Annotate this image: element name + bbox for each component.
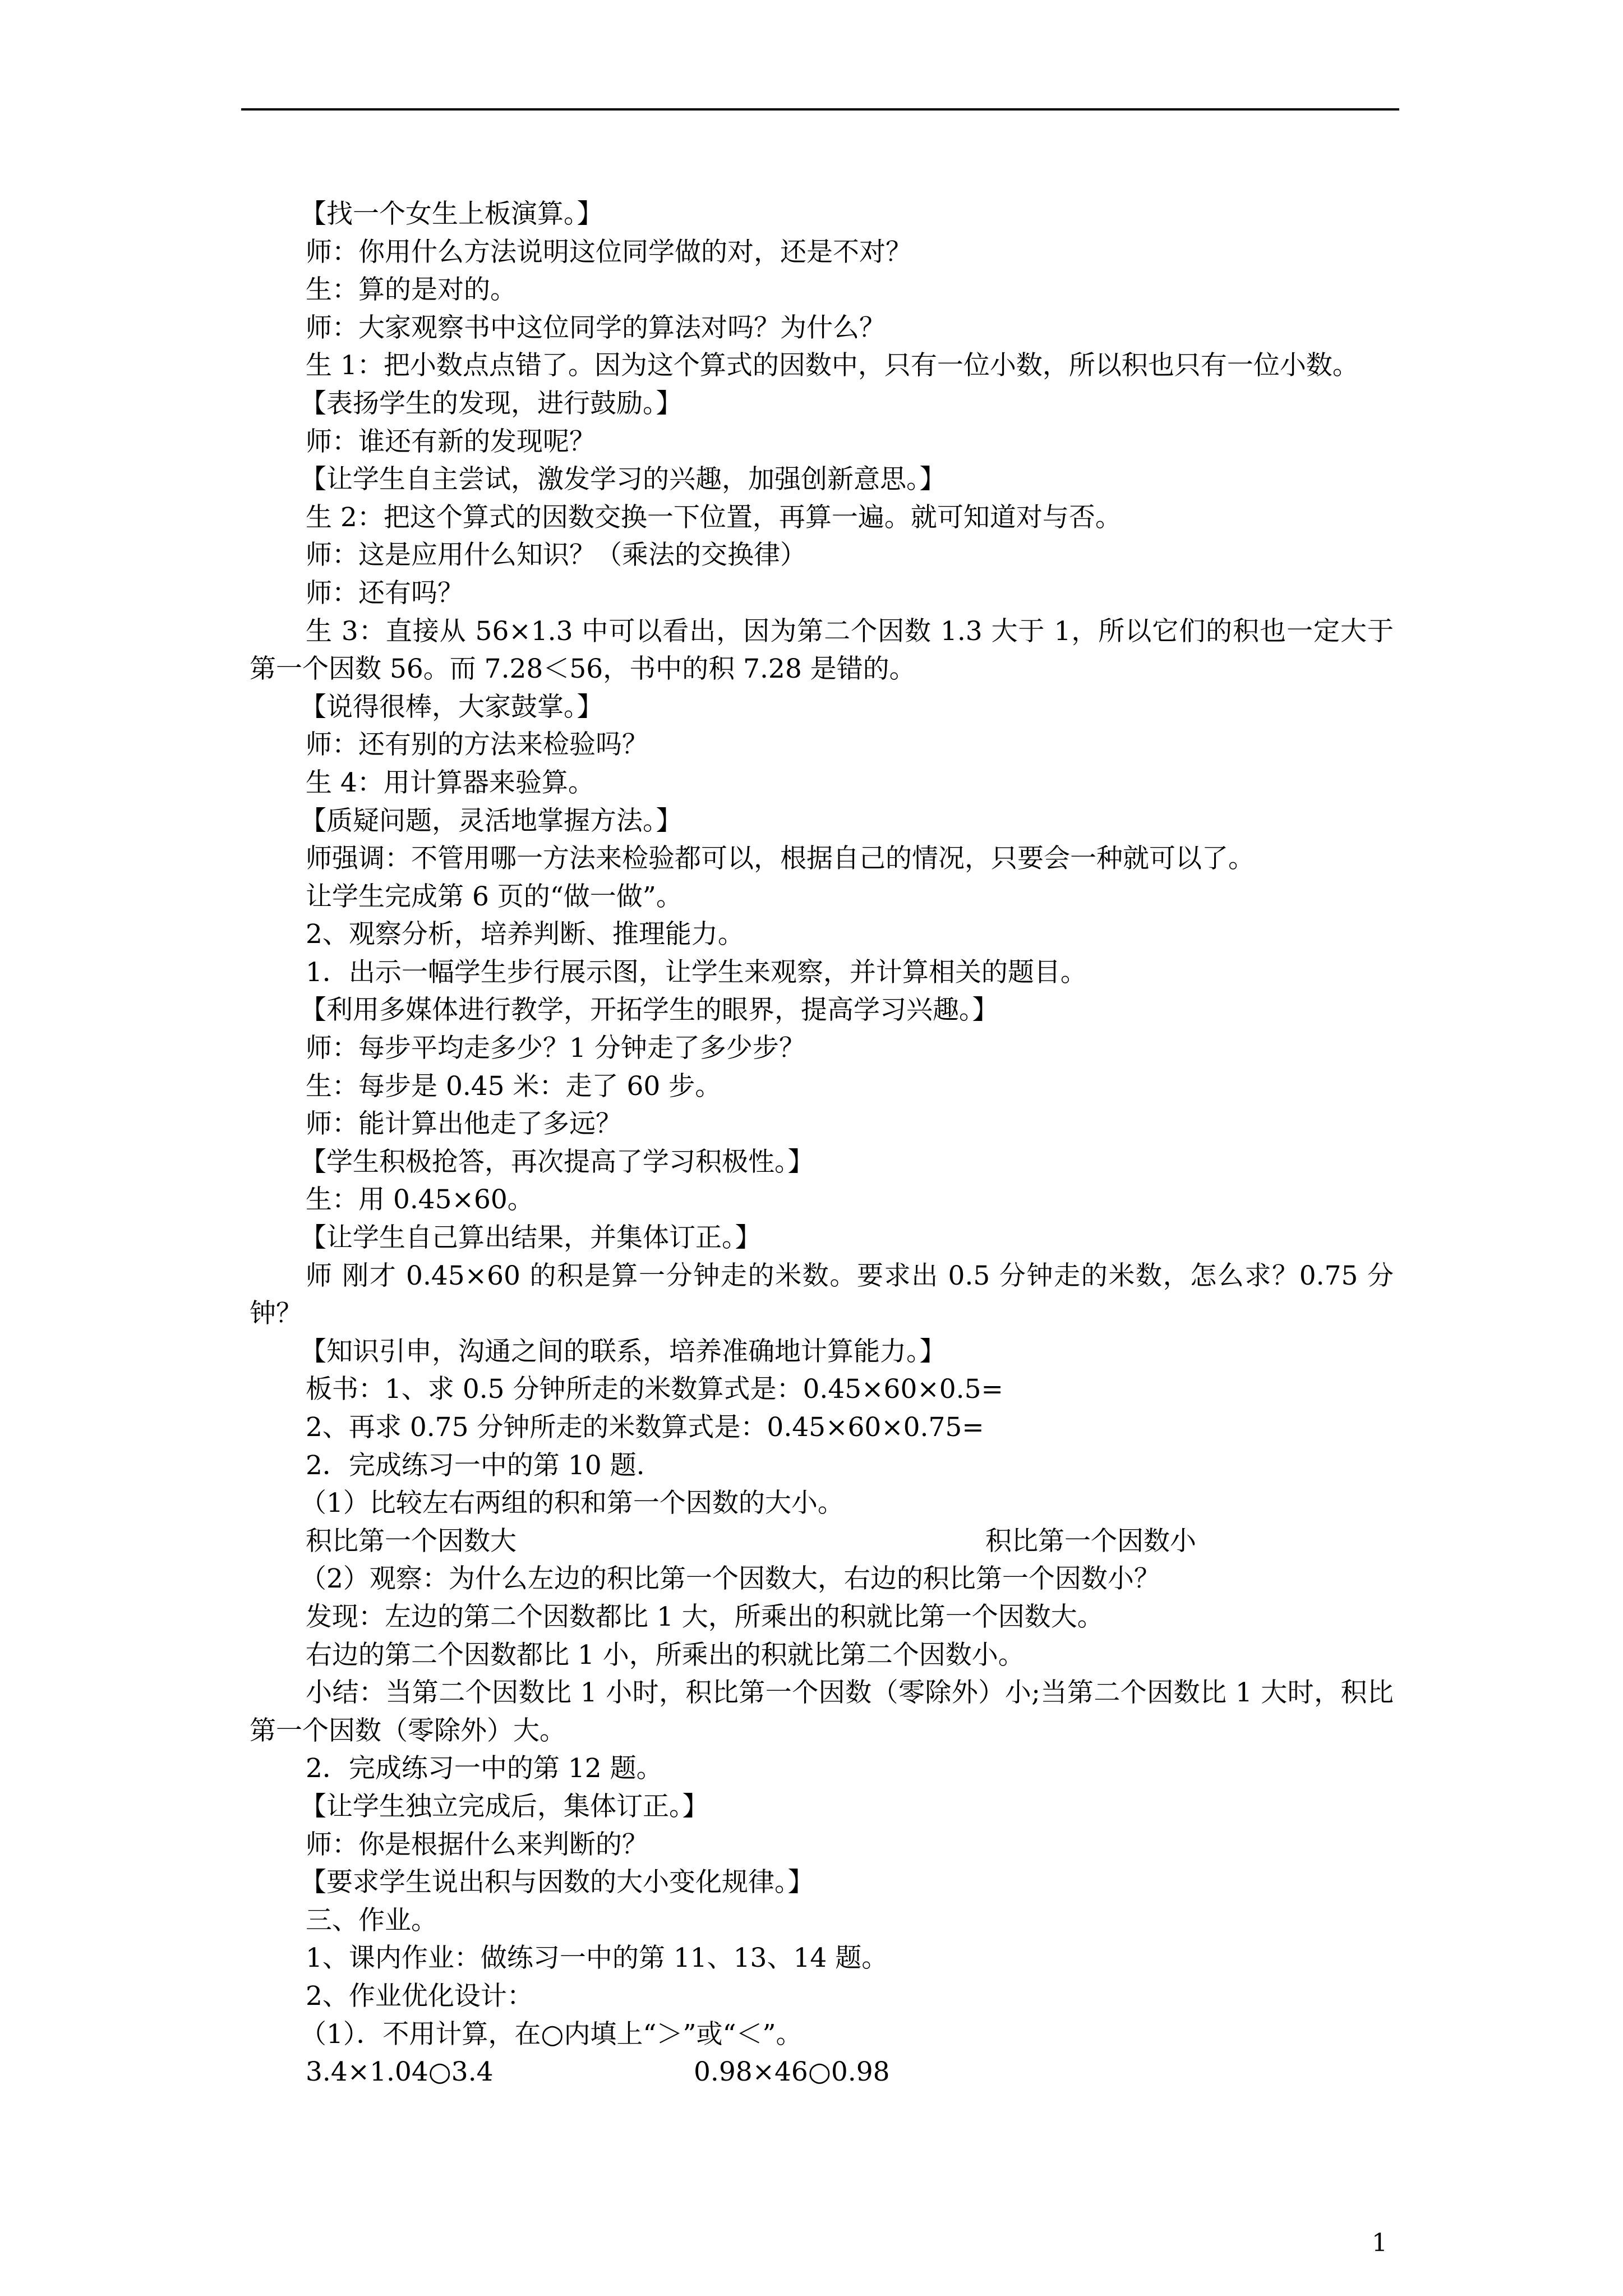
comparison-row — [250, 1522, 1394, 1561]
text-line: 2、再求 0.75 分钟所走的米数算式是：0.45×60×0.75= — [306, 1412, 984, 1443]
text-line: 【知识引申，沟通之间的联系，培养准确地计算能力。】 — [300, 1336, 946, 1367]
text-line: （1）比较左右两组的积和第一个因数的大小。 — [300, 1488, 844, 1519]
text-line: 师：谁还有新的发现呢？ — [306, 426, 596, 457]
text-line: 师强调：不管用哪一方法来检验都可以，根据自己的情况，只要会一种就可以了。 — [306, 843, 1255, 875]
text-line: 【要求学生说出积与因数的大小变化规律。】 — [300, 1867, 814, 1898]
text-line: 【让学生自主尝试，激发学习的兴趣，加强创新意思。】 — [300, 464, 946, 495]
text-line: 师：大家观察书中这位同学的算法对吗？为什么？ — [306, 312, 886, 343]
text-line: 让学生完成第 6 页的“做一做”。 — [306, 881, 683, 912]
text-line: 师：能计算出他走了多远？ — [306, 1108, 622, 1140]
text-line: 1、课内作业：做练习一中的第 11、13、14 题。 — [306, 1943, 888, 1974]
text-line: 【让学生自己算出结果，并集体订正。】 — [300, 1222, 762, 1254]
exercise-item-left: 3.4×1.04○3.4 — [306, 2056, 494, 2088]
text-line: 师：还有别的方法来检验吗？ — [306, 729, 648, 761]
text-line: 【找一个女生上板演算。】 — [300, 199, 603, 229]
left-group-label: 积比第一个因数大 — [306, 1525, 517, 1557]
text-line: 板书：1、求 0.5 分钟所走的米数算式是：0.45×60×0.5= — [306, 1374, 1003, 1405]
text-line: （1）．不用计算，在○内填上“＞”或“＜”。 — [300, 2018, 803, 2050]
text-line: 生：每步是 0.45 米：走了 60 步。 — [306, 1070, 722, 1102]
text-line: 发现：左边的第二个因数都比 1 大，所乘出的积就比第一个因数大。 — [306, 1601, 1104, 1632]
text-line: 生 2：把这个算式的因数交换一下位置，再算一遍。就可知道对与否。 — [306, 501, 1122, 533]
text-line: 师：你用什么方法说明这位同学做的对，还是不对？ — [306, 236, 912, 268]
text-line: 【利用多媒体进行教学，开拓学生的眼界，提高学习兴趣。】 — [300, 995, 999, 1026]
text-line: 2、观察分析，培养判断、推理能力。 — [306, 919, 744, 950]
exercise-item-right: 0.98×46○0.98 — [694, 2056, 890, 2088]
text-paragraph: 师 刚才 0.45×60 的积是算一分钟走的米数。要求出 0.5 分钟走的米数，怎么求？0.75 分钟？ — [250, 1260, 1394, 1329]
text-line: 三、作业。 — [306, 1904, 437, 1936]
text-line: 【让学生独立完成后，集体订正。】 — [300, 1791, 709, 1822]
text-line: 师：这是应用什么知识？（乘法的交换律） — [306, 540, 806, 571]
document-body — [250, 195, 1394, 2091]
text-line: 【表扬学生的发现，进行鼓励。】 — [300, 388, 683, 419]
text-line: 2．完成练习一中的第 12 题。 — [306, 1753, 663, 1784]
header-rule — [241, 108, 1399, 111]
text-paragraph: 生 3：直接从 56×1.3 中可以看出，因为第二个因数 1.3 大于 1，所以它们的积也一定大于第一个因数 56。而 7.28＜56，书中的积 7.28 是错的。 — [250, 615, 1394, 685]
text-line: 【质疑问题，灵活地掌握方法。】 — [300, 805, 683, 836]
text-line: （2）观察：为什么左边的积比第一个因数大，右边的积比第一个因数小？ — [300, 1563, 1160, 1595]
text-line: 1．出示一幅学生步行展示图，让学生来观察，并计算相关的题目。 — [306, 956, 1087, 988]
page-number: 1 — [1372, 2229, 1387, 2257]
text-line: 右边的第二个因数都比 1 小，所乘出的积就比第二个因数小。 — [306, 1639, 1025, 1671]
text-line: 生：算的是对的。 — [306, 274, 517, 306]
text-paragraph: 生 1：把小数点点错了。因为这个算式的因数中，只有一位小数，所以积也只有一位小数。 — [306, 350, 1359, 381]
text-line: 2、作业优化设计： — [306, 1980, 533, 2012]
right-group-label: 积比第一个因数小 — [985, 1525, 1196, 1557]
text-line: 2．完成练习一中的第 10 题. — [306, 1450, 645, 1481]
exercise-row — [250, 2053, 1394, 2091]
text-line: 师：你是根据什么来判断的？ — [306, 1829, 648, 1860]
text-paragraph: 小结：当第二个因数比 1 小时，积比第一个因数（零除外）小;当第二个因数比 1 大时，积比第一个因数（零除外）大。 — [250, 1677, 1394, 1746]
text-line: 【说得很棒，大家鼓掌。】 — [300, 691, 603, 723]
text-line: 生 4：用计算器来验算。 — [306, 767, 594, 798]
text-line: 师：还有吗？ — [306, 577, 464, 609]
text-line: 生：用 0.45×60。 — [306, 1184, 534, 1216]
text-line: 【学生积极抢答，再次提高了学习积极性。】 — [300, 1146, 814, 1177]
text-line: 师：每步平均走多少？1 分钟走了多少步？ — [306, 1033, 805, 1064]
